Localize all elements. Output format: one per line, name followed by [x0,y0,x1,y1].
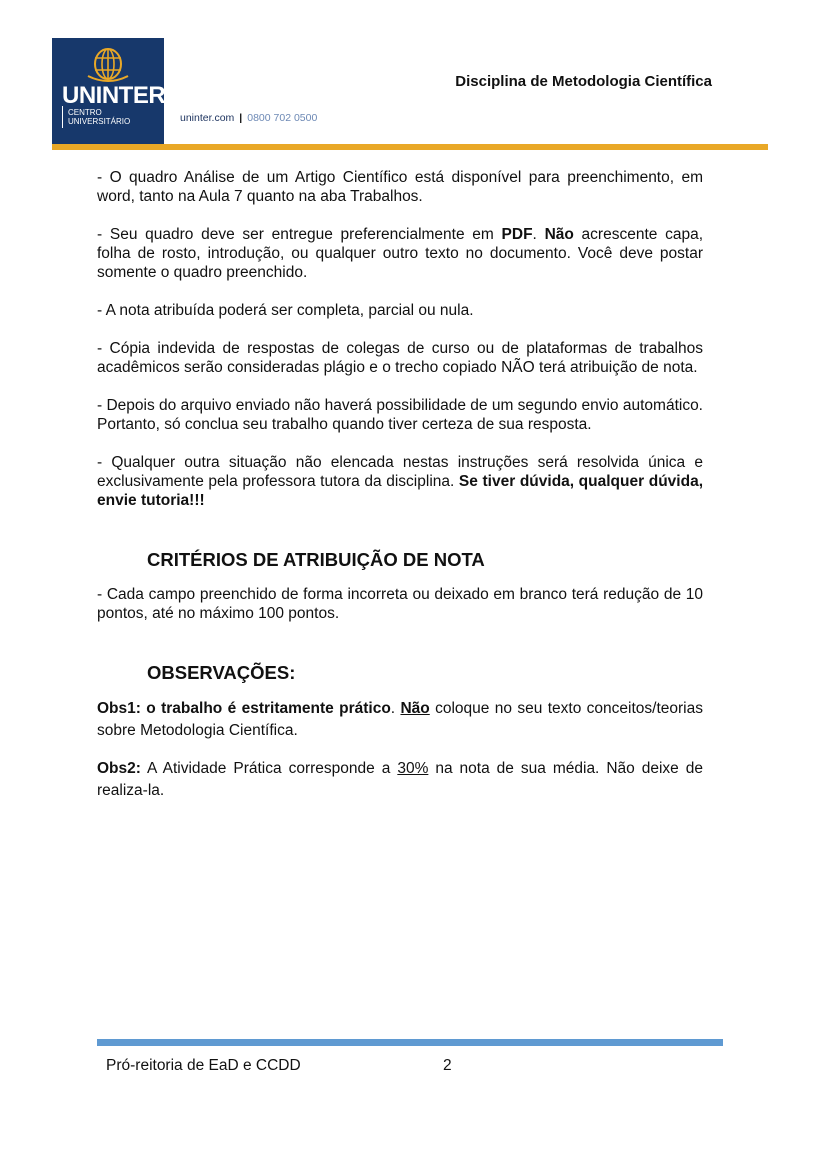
page-number: 2 [443,1057,452,1074]
paragraph-grade-note: - A nota atribuída poderá ser completa, parcial ou nula. [97,302,474,319]
heading-observations: OBSERVAÇÕES: [147,662,296,683]
logo-subtitle-line1: CENTRO [68,108,102,117]
header-rule [52,144,768,150]
paragraph-single-submission: - Depois do arquivo enviado não haverá possibilidade de um segundo envio automático. Portanto, só conclua seu trabalho quando tiver certeza de sua resposta. [97,397,703,433]
paragraph-submission-format: - Seu quadro deve ser entregue preferencialmente em PDF. Não acrescente capa, folha de rosto, introdução, ou qualquer outro texto no documento. Você deve postar somente o quadro preenchido. [97,226,703,281]
logo-wordmark: UNINTER [62,82,166,109]
paragraph-obs1: Obs1: o trabalho é estritamente prático. Não coloque no seu texto conceitos/teorias sobre Metodologia Científica. [97,700,703,739]
logo-subtitle-line2: UNIVERSITÁRIO [68,117,131,126]
nao-emphasis: Não [544,226,574,243]
paragraph-deduction: - Cada campo preenchido de forma incorreta ou deixado em branco terá redução de 10 pontos, até no máximo 100 pontos. [97,586,703,622]
phone-number: 0800 702 0500 [247,112,318,124]
heading-grading-criteria: CRITÉRIOS DE ATRIBUIÇÃO DE NOTA [147,549,485,570]
website-text: uninter.com [180,112,235,124]
header-contact [180,112,317,124]
contact-separator: | [239,112,243,124]
paragraph-other-situations: - Qualquer outra situação não elencada nestas instruções será resolvida única e exclusivamente pela professora tutora da disciplina. Se tiver dúvida, qualquer dúvida, envie tutoria!!! [97,454,703,509]
discipline-title: Disciplina de Metodologia Científica [455,73,712,90]
document-body [97,168,703,802]
paragraph-form-availability: - O quadro Análise de um Artigo Científico está disponível para preenchimento, em word, tanto na Aula 7 quanto na aba Trabalhos. [97,169,703,205]
paragraph-obs2: Obs2: A Atividade Prática corresponde a 30% na nota de sua média. Não deixe de realiza-la. [97,760,704,799]
globe-icon [78,46,138,86]
footer-rule [97,1039,723,1046]
footer-department: Pró-reitoria de EaD e CCDD [106,1057,301,1074]
uninter-logo [52,38,164,146]
paragraph-plagiarism: - Cópia indevida de respostas de colegas de curso ou de plataformas de trabalhos acadêmicos serão consideradas plágio e o trecho copiado NÃO terá atribuição de nota. [97,340,703,376]
tutoria-emphasis: Se tiver dúvida, qualquer dúvida, envie tutoria!!! [97,473,703,509]
obs1-nao-emphasis: Não [400,700,430,717]
obs2-percentage: 30% [397,760,429,777]
pdf-emphasis: PDF [501,226,533,243]
